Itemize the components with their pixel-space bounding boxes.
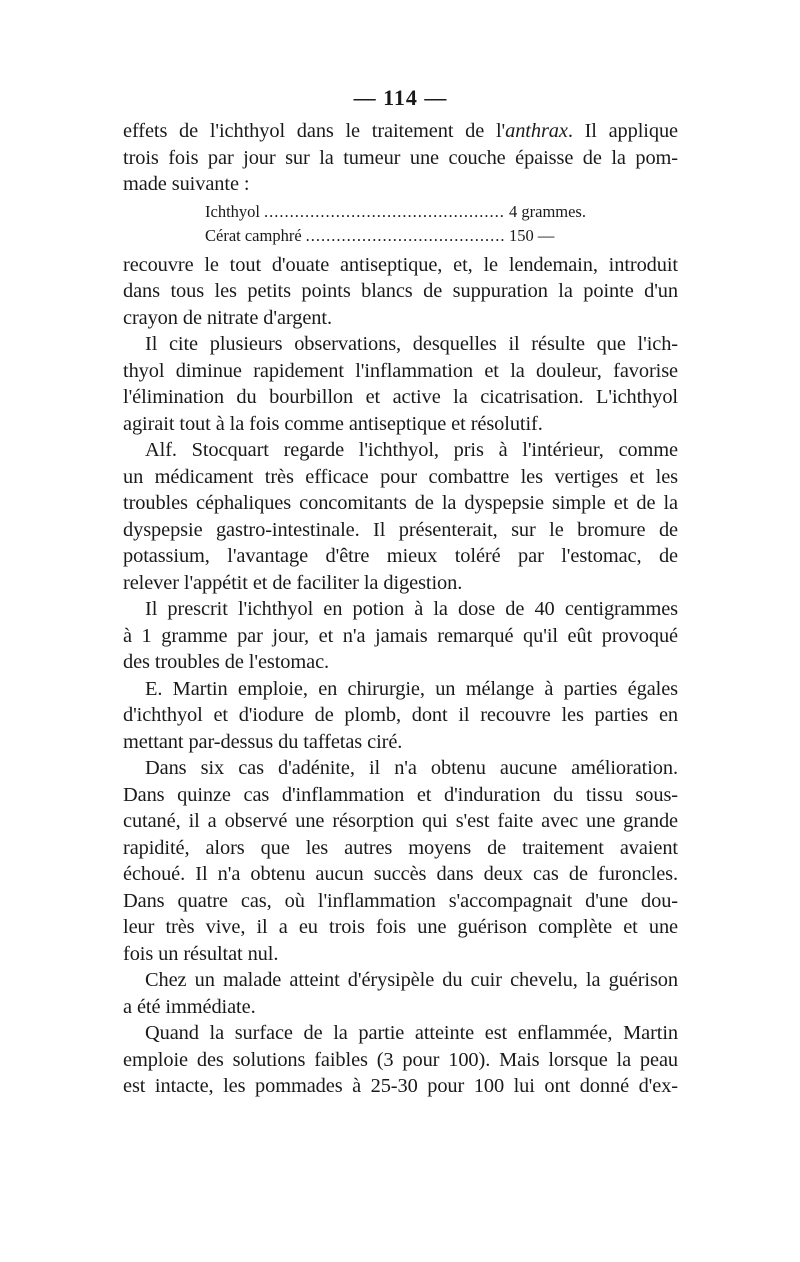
paragraph-7	[123, 755, 678, 967]
text-line-content: made suivante :	[123, 173, 250, 195]
text-line-content: Il prescrit l'ichthyol en potion à la dose de 40 centigrammes	[145, 598, 678, 620]
text-line	[123, 596, 678, 623]
text-line	[123, 623, 678, 650]
ingredient-name: Ichthyol	[205, 201, 260, 221]
text-line-content: à 1 gramme par jour, et n'a jamais remarqué qu'il eût provoqué	[123, 624, 678, 647]
text-line	[123, 252, 678, 279]
text-line	[123, 861, 678, 888]
dot-leader	[264, 200, 505, 224]
text-line	[123, 171, 678, 198]
text-line	[123, 384, 678, 411]
text-line-content: Dans quinze cas d'inflammation et d'induration du tissu sous-	[123, 783, 678, 806]
text-line-content: Alf. Stocquart regarde l'ichthyol, pris à l'intérieur, comme	[145, 439, 678, 461]
text-line	[123, 888, 678, 915]
text-line-content: E. Martin emploie, en chirurgie, un mélange à parties égales	[145, 677, 678, 700]
text-line	[123, 914, 678, 941]
dot-leader	[306, 224, 505, 248]
paragraph-3	[123, 331, 678, 437]
text-line-content: des troubles de l'estomac.	[123, 651, 330, 673]
formula-row	[205, 224, 605, 248]
text-line	[123, 782, 678, 809]
text-line-content: est intacte, les pommades à 25-30 pour 100 lui ont donné d'ex-	[123, 1075, 678, 1097]
text-line	[123, 967, 678, 994]
text-line	[123, 994, 678, 1021]
text-line-content: thyol diminue rapidement l'inflammation et la douleur, favorise	[123, 359, 678, 382]
ingredient-quantity: 150 —	[509, 225, 555, 245]
text-line	[123, 278, 678, 305]
paragraph-9	[123, 1020, 678, 1100]
text-line-content: troubles céphaliques concomitants de la dyspepsie simple et de la	[123, 492, 678, 514]
text-line-content: dans tous les petits points blancs de suppuration la pointe d'un	[123, 280, 678, 302]
paragraph-2	[123, 252, 678, 332]
text-line	[123, 490, 678, 517]
paragraph-8	[123, 967, 678, 1020]
formula-row	[205, 200, 605, 224]
text-line-content: un médicament très efficace pour combattre les vertiges et les	[123, 465, 678, 488]
text-line-content: trois fois par jour sur la tumeur une couche épaisse de la pom-	[123, 146, 678, 169]
text-line	[123, 358, 678, 385]
ingredient-quantity: 4 grammes.	[509, 201, 586, 221]
text-line-content: fois un résultat nul.	[123, 942, 279, 965]
paragraph-4	[123, 437, 678, 596]
paragraph-1	[123, 118, 678, 198]
text-line	[123, 941, 678, 968]
text-line	[123, 411, 678, 438]
text-line-content: échoué. Il n'a obtenu aucun succès dans deux cas de furoncles.	[123, 863, 678, 885]
text-line-content: Dans six cas d'adénite, il n'a obtenu aucune amélioration.	[145, 757, 678, 779]
text-line-content: rapidité, alors que les autres moyens de traitement avaient	[123, 836, 678, 859]
text-line	[123, 702, 678, 729]
text-line-content: recouvre le tout d'ouate antiseptique, et, le lendemain, introduit	[123, 253, 678, 276]
text-line	[123, 464, 678, 491]
text-line-content: emploie des solutions faibles (3 pour 100). Mais lorsque la peau	[123, 1048, 678, 1071]
text-line	[123, 145, 678, 172]
text-line-content: d'ichthyol et d'iodure de plomb, dont il recouvre les parties en	[123, 704, 678, 726]
text-line	[123, 570, 678, 597]
text-line	[123, 305, 678, 332]
emphasized-term: anthrax	[505, 120, 568, 142]
text-line-content: cutané, il a observé une résorption qui s'est faite avec une grande	[123, 810, 678, 832]
text-line-content: dyspepsie gastro-intestinale. Il présenterait, sur le bromure de	[123, 518, 678, 541]
text-line	[123, 729, 678, 756]
text-line-content: potassium, l'avantage d'être mieux toléré par l'estomac, de	[123, 545, 678, 567]
text-line	[123, 437, 678, 464]
text-line	[123, 1020, 678, 1047]
prescription-formula	[205, 200, 605, 248]
text-line-content: l'élimination du bourbillon et active la cicatrisation. L'ichthyol	[123, 386, 678, 408]
text-line	[123, 808, 678, 835]
text-line	[123, 676, 678, 703]
page-number: — 114 —	[353, 85, 448, 110]
text-line	[123, 1073, 678, 1100]
text-line-content: Dans quatre cas, où l'inflammation s'accompagnait d'une dou-	[123, 889, 678, 912]
text-line	[123, 118, 678, 145]
text-line	[123, 543, 678, 570]
text-line-content: leur très vive, il a eu trois fois une guérison complète et une	[123, 916, 678, 938]
text-line	[123, 1047, 678, 1074]
text-line-content: Chez un malade atteint d'érysipèle du cuir chevelu, la guérison	[145, 969, 678, 991]
text-line	[123, 835, 678, 862]
text-line-content: Quand la surface de la partie atteinte est enflammée, Martin	[145, 1022, 678, 1044]
text-line-content: relever l'appétit et de faciliter la digestion.	[123, 571, 463, 594]
text-line-content: effets de l'ichthyol dans le traitement de l'anthrax. Il applique	[123, 120, 678, 142]
text-line	[123, 331, 678, 358]
text-line-content: Il cite plusieurs observations, desquelles il résulte que l'ich-	[145, 333, 678, 355]
text-line	[123, 649, 678, 676]
paragraph-5	[123, 596, 678, 676]
text-line	[123, 755, 678, 782]
text-line	[123, 517, 678, 544]
document-page	[123, 84, 678, 1100]
ingredient-name: Cérat camphré	[205, 225, 302, 245]
text-line-content: a été immédiate.	[123, 995, 256, 1018]
paragraph-6	[123, 676, 678, 756]
text-line-content: agirait tout à la fois comme antiseptique et résolutif.	[123, 412, 543, 435]
text-line-content: crayon de nitrate d'argent.	[123, 306, 332, 329]
text-line-content: mettant par-dessus du taffetas ciré.	[123, 730, 403, 753]
